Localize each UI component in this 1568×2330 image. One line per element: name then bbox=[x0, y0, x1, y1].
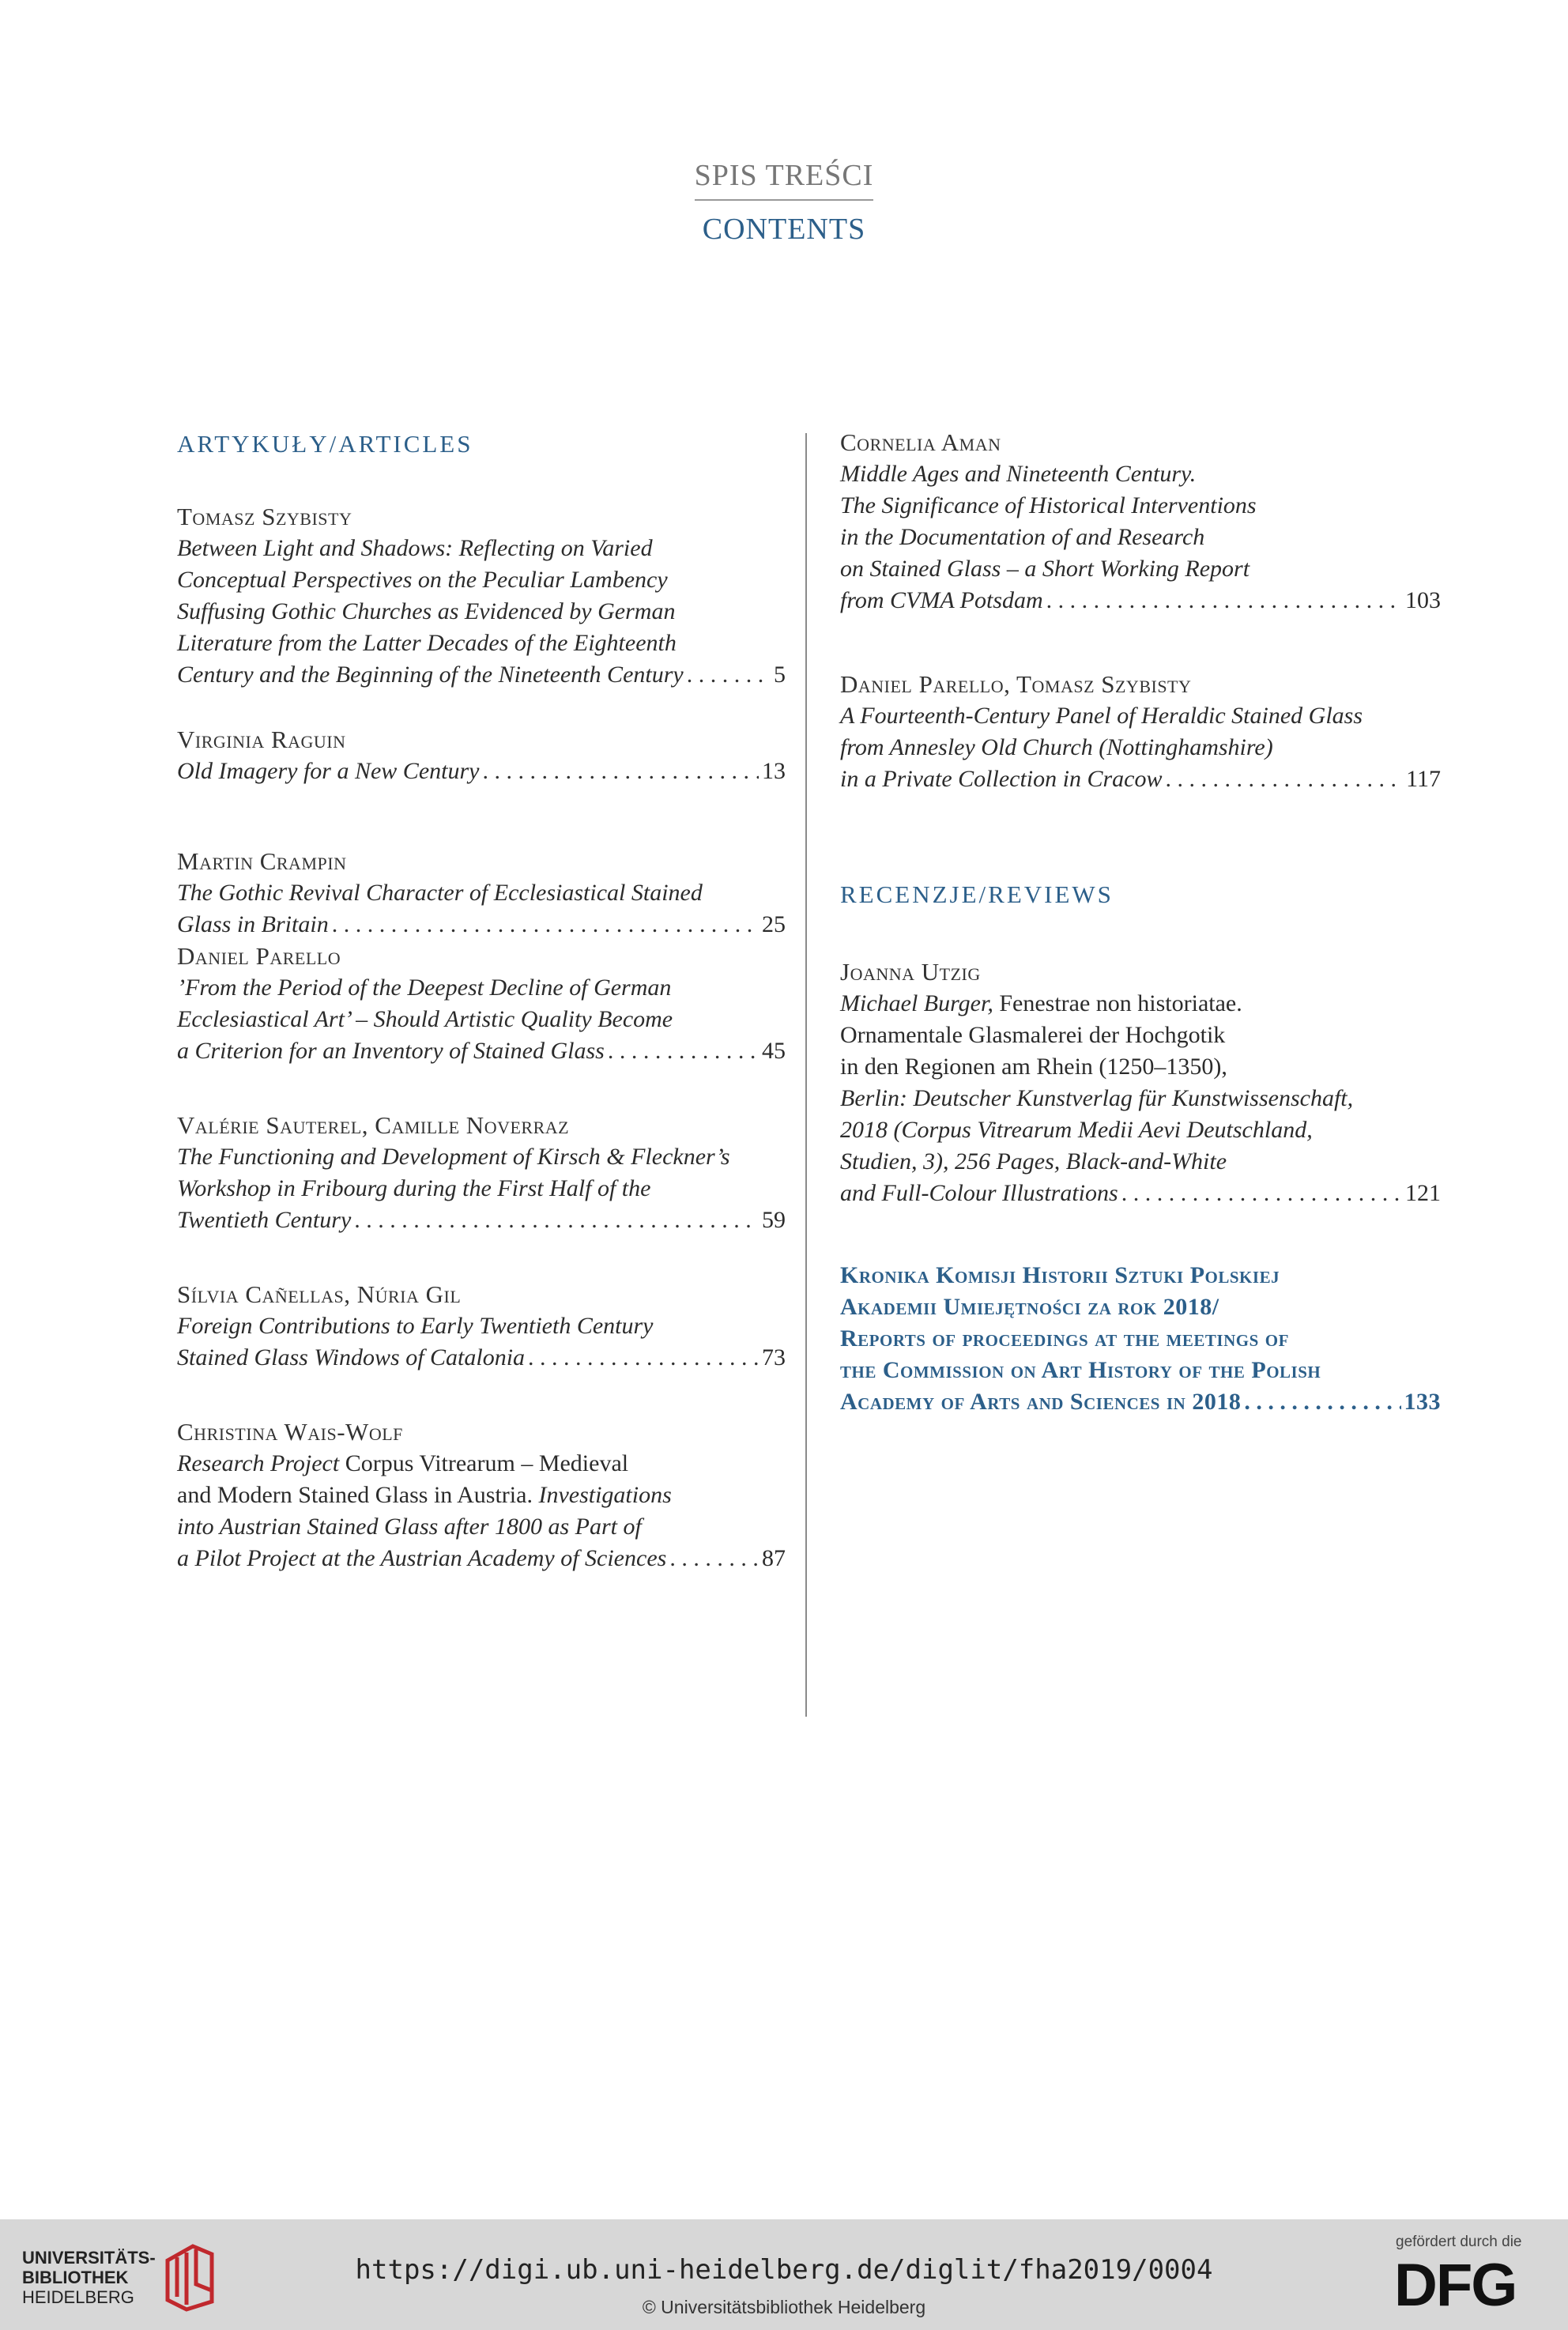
page-number: 5 bbox=[774, 662, 786, 688]
dot-leader bbox=[354, 1205, 759, 1236]
page-number: 117 bbox=[1406, 766, 1441, 792]
entry-last-line bbox=[177, 1035, 786, 1067]
dot-leader bbox=[1165, 763, 1403, 795]
entry-title-italic: Research Project bbox=[177, 1450, 340, 1476]
entry-title-line: Stained Glass Windows of Catalonia bbox=[177, 1344, 526, 1370]
page-number: 103 bbox=[1405, 587, 1441, 613]
entry-title-line: The Gothic Revival Character of Ecclesiastical Stained bbox=[177, 880, 703, 906]
entry-title-line: a Criterion for an Inventory of Stained Glass bbox=[177, 1038, 605, 1064]
entry-title-line: from CVMA Potsdam bbox=[840, 587, 1043, 613]
entry-title-line: a Pilot Project at the Austrian Academy of Sciences bbox=[177, 1545, 667, 1571]
right-column bbox=[840, 427, 1441, 1418]
entry-author: Daniel Parello, Tomasz Szybisty bbox=[840, 670, 1192, 698]
kronika-line: the Commission on Art History of the Polish bbox=[840, 1357, 1321, 1383]
logo-line: UNIVERSITÄTS- bbox=[22, 2248, 156, 2268]
page-heading bbox=[0, 158, 1568, 247]
kronika-line: Academy of Arts and Sciences in 2018 bbox=[840, 1389, 1242, 1415]
dot-leader bbox=[528, 1342, 759, 1374]
dot-leader bbox=[608, 1035, 759, 1067]
entry-title-roman: Fenestrae non historiatae. bbox=[999, 990, 1242, 1016]
entry-title-line: Literature from the Latter Decades of the Eighteenth bbox=[177, 630, 677, 656]
page-number: 13 bbox=[762, 758, 786, 784]
entry-title-roman: Corpus Vitrearum – Medieval bbox=[345, 1450, 629, 1476]
articles-section-title: ARTYKUŁY/ARTICLES bbox=[177, 430, 473, 458]
entry-title-line: Century and the Beginning of the Nineteenth Century bbox=[177, 662, 684, 688]
entry-title-line: The Functioning and Development of Kirsch & Fleckner’s bbox=[177, 1144, 730, 1170]
toc-entry[interactable] bbox=[177, 1110, 786, 1236]
entry-author: Christina Wais-Wolf bbox=[177, 1418, 403, 1446]
entry-title-line bbox=[177, 1480, 786, 1511]
toc-entry[interactable] bbox=[840, 956, 1441, 1209]
logo-line: HEIDELBERG bbox=[22, 2287, 134, 2307]
entry-author: Valérie Sauterel, Camille Noverraz bbox=[177, 1111, 570, 1139]
toc-entry[interactable] bbox=[840, 669, 1441, 795]
entry-title-line: Between Light and Shadows: Reflecting on Varied bbox=[177, 535, 653, 561]
entry-author: Martin Crampin bbox=[177, 847, 347, 875]
entry-last-line bbox=[840, 585, 1441, 616]
entry-last-line bbox=[177, 756, 786, 787]
entry-title-roman: and Modern Stained Glass in Austria. bbox=[177, 1482, 533, 1508]
page-number: 59 bbox=[762, 1207, 786, 1233]
page-number: 121 bbox=[1405, 1180, 1441, 1206]
entry-title-line: Suffusing Gothic Churches as Evidenced by German bbox=[177, 598, 676, 624]
page-number: 25 bbox=[762, 911, 786, 937]
dfg-funding-note: gefördert durch die bbox=[1396, 2234, 1522, 2250]
entry-last-line bbox=[177, 1342, 786, 1374]
dot-leader bbox=[1121, 1178, 1402, 1209]
dot-leader bbox=[482, 756, 759, 787]
entry-author: Daniel Parello bbox=[177, 942, 341, 970]
copyright-text: © Universitätsbibliothek Heidelberg bbox=[642, 2297, 926, 2317]
entry-title-line bbox=[840, 988, 1441, 1020]
dot-leader bbox=[687, 659, 771, 691]
entry-title-line: Foreign Contributions to Early Twentieth Century bbox=[177, 1313, 654, 1339]
entry-title-line: and Full-Colour Illustrations bbox=[840, 1180, 1118, 1206]
entry-title-italic: Michael Burger, bbox=[840, 990, 993, 1016]
page-number: 133 bbox=[1404, 1389, 1441, 1415]
toc-entry[interactable] bbox=[177, 941, 786, 1067]
kronika-line: Kronika Komisji Historii Sztuki Polskiej bbox=[840, 1262, 1280, 1288]
kronika-entry[interactable] bbox=[840, 1260, 1441, 1418]
kronika-line: Akademii Umiejętności za rok 2018/ bbox=[840, 1294, 1219, 1320]
entry-title-line: Glass in Britain bbox=[177, 911, 329, 937]
entry-author: Cornelia Aman bbox=[840, 428, 1001, 456]
entry-title-line: in the Documentation of and Research bbox=[840, 524, 1205, 550]
entry-title-line: Conceptual Perspectives on the Peculiar Lambency bbox=[177, 567, 668, 593]
heading-polish: SPIS TREŚCI bbox=[695, 158, 874, 201]
entry-title-line: Ornamentale Glasmalerei der Hochgotik bbox=[840, 1022, 1226, 1048]
entry-title-italic: Investigations bbox=[538, 1482, 672, 1508]
entry-title-line: Old Imagery for a New Century bbox=[177, 758, 480, 784]
page-number: 73 bbox=[762, 1344, 786, 1370]
dot-leader bbox=[332, 909, 759, 941]
dot-leader bbox=[1244, 1386, 1400, 1418]
page-number: 45 bbox=[762, 1038, 786, 1064]
kronika-line: Reports of proceedings at the meetings of bbox=[840, 1325, 1289, 1352]
document-url[interactable]: https://digi.ub.uni-heidelberg.de/diglit/fha2019/0004 bbox=[355, 2254, 1213, 2286]
entry-title-line: ’From the Period of the Deepest Decline of German bbox=[177, 975, 672, 1001]
entry-author: Sílvia Cañellas, Núria Gil bbox=[177, 1280, 462, 1308]
toc-entry[interactable] bbox=[177, 501, 786, 691]
dfg-logo[interactable]: DFG bbox=[1394, 2252, 1517, 2319]
entry-title-line: into Austrian Stained Glass after 1800 as Part of bbox=[177, 1514, 642, 1540]
entry-author: Virginia Raguin bbox=[177, 726, 346, 753]
dot-leader bbox=[1046, 585, 1402, 616]
entry-title-line: A Fourteenth-Century Panel of Heraldic Stained Glass bbox=[840, 703, 1363, 729]
entry-last-line bbox=[177, 1205, 786, 1236]
entry-last-line bbox=[177, 659, 786, 691]
entry-title-line bbox=[177, 1448, 786, 1480]
entry-title-line: Middle Ages and Nineteenth Century. bbox=[840, 461, 1197, 487]
entry-title-line: Workshop in Fribourg during the First Half of the bbox=[177, 1175, 651, 1201]
entry-title-line: in a Private Collection in Cracow bbox=[840, 766, 1163, 792]
entry-title-line: from Annesley Old Church (Nottinghamshire) bbox=[840, 734, 1273, 760]
dot-leader bbox=[669, 1543, 759, 1574]
reviews-section-title: RECENZJE/REVIEWS bbox=[840, 880, 1114, 908]
toc-entry[interactable] bbox=[177, 1416, 786, 1574]
entry-last-line bbox=[177, 909, 786, 941]
logo-line: BIBLIOTHEK bbox=[22, 2268, 129, 2287]
entry-author: Joanna Utzig bbox=[840, 958, 981, 986]
toc-entry[interactable] bbox=[177, 1279, 786, 1374]
entry-title-line: Studien, 3), 256 Pages, Black-and-White bbox=[840, 1148, 1227, 1174]
entry-last-line bbox=[177, 1543, 786, 1574]
heading-english: CONTENTS bbox=[702, 213, 866, 246]
entry-title-line: on Stained Glass – a Short Working Report bbox=[840, 556, 1250, 582]
toc-entry[interactable] bbox=[840, 427, 1441, 616]
page-number: 87 bbox=[762, 1545, 786, 1571]
entry-title-line: The Significance of Historical Interventions bbox=[840, 492, 1257, 518]
entry-title-line: Ecclesiastical Art’ – Should Artistic Quality Become bbox=[177, 1006, 673, 1032]
entry-title-line: Twentieth Century bbox=[177, 1207, 352, 1233]
entry-last-line bbox=[840, 763, 1441, 795]
entry-last-line bbox=[840, 1178, 1441, 1209]
kronika-last-line bbox=[840, 1386, 1441, 1418]
toc-entry[interactable] bbox=[177, 724, 786, 787]
entry-title-line: Berlin: Deutscher Kunstverlag für Kunstwissenschaft, bbox=[840, 1085, 1354, 1111]
toc-entry[interactable] bbox=[177, 846, 786, 941]
entry-title-line: in den Regionen am Rhein (1250–1350), bbox=[840, 1054, 1227, 1080]
entry-title-line: 2018 (Corpus Vitrearum Medii Aevi Deutschland, bbox=[840, 1117, 1313, 1143]
articles-column bbox=[177, 427, 786, 1574]
entry-author: Tomasz Szybisty bbox=[177, 503, 352, 530]
column-divider bbox=[805, 433, 807, 1717]
footer-bar bbox=[0, 2219, 1568, 2330]
